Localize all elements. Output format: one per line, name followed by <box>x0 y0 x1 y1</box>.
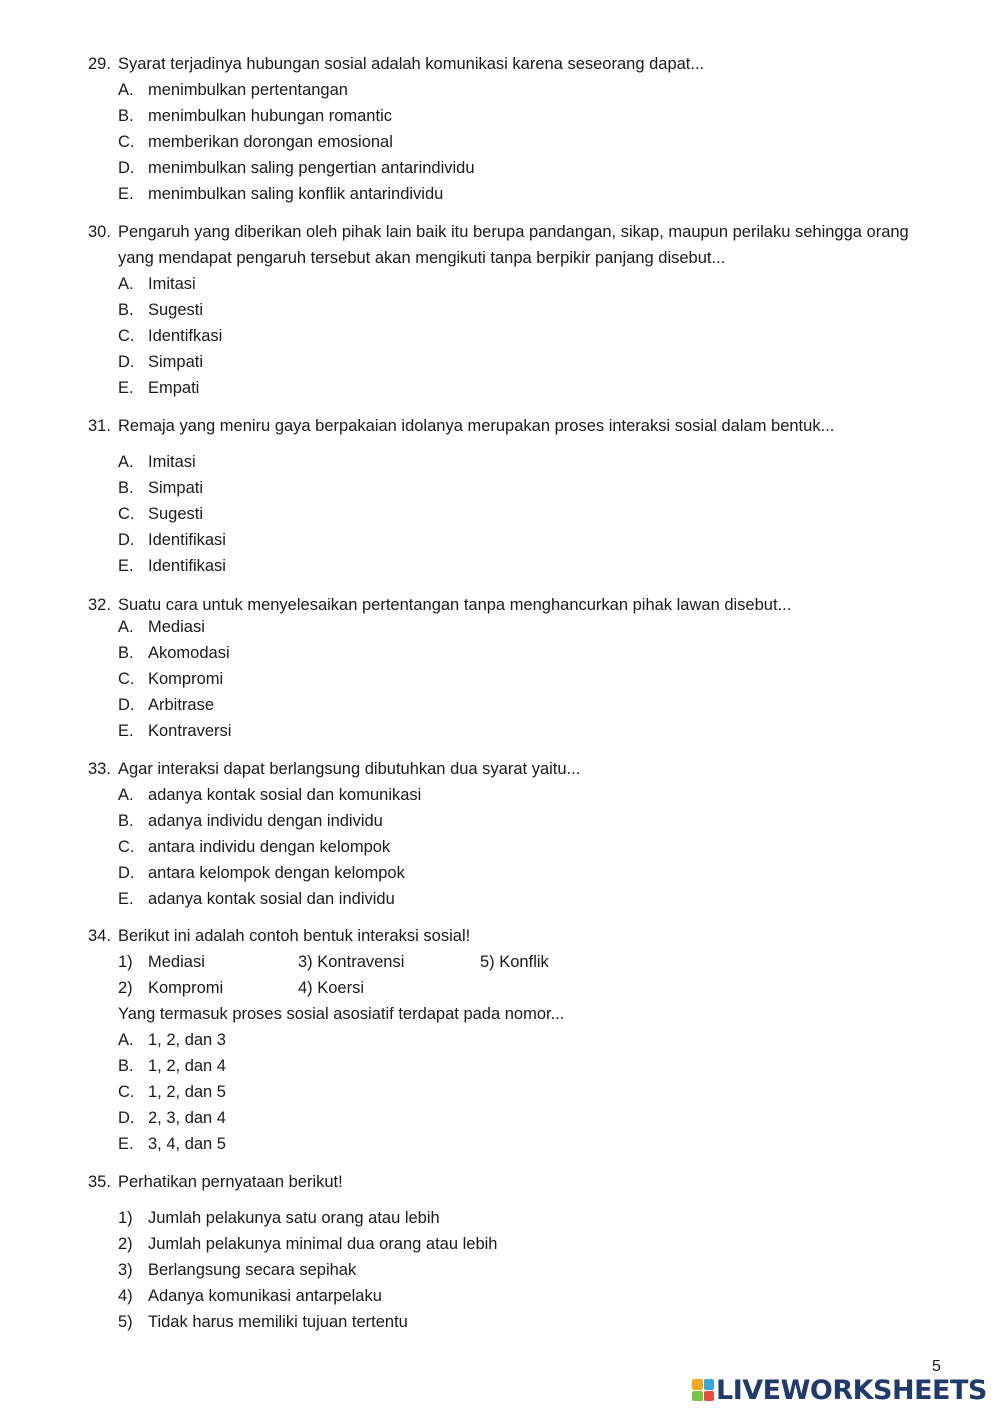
question-30 <box>88 219 938 401</box>
option-text: Akomodasi <box>148 644 230 662</box>
list-row <box>88 975 938 1001</box>
question-number: 35. <box>88 1173 111 1191</box>
option-d <box>88 692 938 718</box>
option-a <box>88 449 938 475</box>
option-letter: C. <box>118 327 135 345</box>
option-c <box>88 1079 938 1105</box>
question-stem-row <box>88 219 938 271</box>
option-c <box>88 501 938 527</box>
option-text: adanya kontak sosial dan komunikasi <box>148 786 422 804</box>
question-prompt: Yang termasuk proses sosial asosiatif terdapat pada nomor... <box>118 1005 565 1023</box>
statement-item <box>88 1231 938 1257</box>
statement-item <box>88 1257 938 1283</box>
question-number: 29. <box>88 55 111 73</box>
option-letter: C. <box>118 133 135 151</box>
option-b <box>88 808 938 834</box>
option-letter: A. <box>118 1031 134 1049</box>
option-text: Identifikasi <box>148 557 226 575</box>
option-letter: E. <box>118 379 134 397</box>
question-number: 31. <box>88 417 111 435</box>
option-text: Identifkasi <box>148 327 223 345</box>
statement-text: Tidak harus memiliki tujuan tertentu <box>148 1313 408 1331</box>
option-letter: A. <box>118 453 134 471</box>
option-text: antara individu dengan kelompok <box>148 838 391 856</box>
statement-item <box>88 1309 938 1335</box>
question-stem: Suatu cara untuk menyelesaikan pertentangan tanpa menghancurkan pihak lawan disebut... <box>118 596 792 614</box>
option-e <box>88 181 938 207</box>
option-letter: E. <box>118 1135 134 1153</box>
question-stem: Perhatikan pernyataan berikut! <box>118 1173 343 1191</box>
option-text: Simpati <box>148 353 204 371</box>
option-letter: D. <box>118 1109 135 1127</box>
option-letter: A. <box>118 786 134 804</box>
option-d <box>88 155 938 181</box>
option-text: menimbulkan hubungan romantic <box>148 107 392 125</box>
question-31 <box>88 413 938 579</box>
question-33 <box>88 756 938 912</box>
option-letter: E. <box>118 185 134 203</box>
option-letter: A. <box>118 81 134 99</box>
statement-number: 2) <box>118 1235 133 1253</box>
option-b <box>88 103 938 129</box>
question-stem-row <box>88 756 938 782</box>
option-text: menimbulkan saling pengertian antarindividu <box>148 159 475 177</box>
option-c <box>88 666 938 692</box>
option-e <box>88 1131 938 1157</box>
option-text: memberikan dorongan emosional <box>148 133 393 151</box>
option-letter: C. <box>118 838 135 856</box>
option-text: Sugesti <box>148 301 204 319</box>
list-text: Kompromi <box>148 979 224 997</box>
question-number: 33. <box>88 760 111 778</box>
question-stem: Berikut ini adalah contoh bentuk interaksi sosial! <box>118 927 471 945</box>
statement-text: Jumlah pelakunya satu orang atau lebih <box>148 1209 440 1227</box>
option-b <box>88 475 938 501</box>
option-b <box>88 1053 938 1079</box>
option-a <box>88 271 938 297</box>
option-letter: C. <box>118 505 135 523</box>
statement-item <box>88 1283 938 1309</box>
option-letter: E. <box>118 557 134 575</box>
option-a <box>88 77 938 103</box>
option-text: 1, 2, dan 4 <box>148 1057 226 1075</box>
list-item: 4) Koersi <box>298 979 365 997</box>
option-letter: D. <box>118 159 135 177</box>
question-stem-row <box>88 592 938 614</box>
question-34 <box>88 923 938 1157</box>
question-stem: Remaja yang meniru gaya berpakaian idolanya merupakan proses interaksi sosial dalam bentuk... <box>118 417 835 435</box>
option-text: menimbulkan saling konflik antarindividu <box>148 185 444 203</box>
option-letter: D. <box>118 353 135 371</box>
option-letter: E. <box>118 890 134 908</box>
list-item: 3) Kontravensi <box>298 953 405 971</box>
option-e <box>88 718 938 744</box>
option-text: Arbitrase <box>148 696 215 714</box>
statement-text: Jumlah pelakunya minimal dua orang atau lebih <box>148 1235 498 1253</box>
option-a <box>88 614 938 640</box>
statement-text: Berlangsung secara sepihak <box>148 1261 357 1279</box>
option-d <box>88 1105 938 1131</box>
question-stem: Syarat terjadinya hubungan sosial adalah komunikasi karena seseorang dapat... <box>118 55 705 73</box>
list-row <box>88 949 938 975</box>
question-stem-row <box>88 51 938 77</box>
option-c <box>88 834 938 860</box>
option-text: Identifikasi <box>148 531 226 549</box>
option-text: Empati <box>148 379 200 397</box>
question-stem: Agar interaksi dapat berlangsung dibutuhkan dua syarat yaitu... <box>118 760 581 778</box>
statement-number: 4) <box>118 1287 133 1305</box>
option-a <box>88 1027 938 1053</box>
question-number: 30. <box>88 223 111 241</box>
question-stem-row <box>88 413 938 439</box>
option-letter: B. <box>118 301 134 319</box>
option-d <box>88 527 938 553</box>
option-letter: A. <box>118 275 134 293</box>
list-number: 1) <box>118 953 133 971</box>
question-32 <box>88 592 938 744</box>
option-text: Simpati <box>148 479 204 497</box>
option-letter: B. <box>118 107 134 125</box>
list-item: 5) Konflik <box>480 953 549 971</box>
option-d <box>88 349 938 375</box>
option-text: antara kelompok dengan kelompok <box>148 864 405 882</box>
option-b <box>88 640 938 666</box>
logo-text: LIVEWORKSHEETS <box>716 1374 987 1406</box>
question-stem-row <box>88 923 938 949</box>
option-text: Mediasi <box>148 618 205 636</box>
option-text: Imitasi <box>148 453 196 471</box>
option-letter: D. <box>118 864 135 882</box>
option-letter: C. <box>118 670 135 688</box>
statement-number: 3) <box>118 1261 133 1279</box>
option-letter: B. <box>118 812 134 830</box>
option-text: 3, 4, dan 5 <box>148 1135 226 1153</box>
option-text: Sugesti <box>148 505 204 523</box>
question-35 <box>88 1169 938 1335</box>
statement-number: 5) <box>118 1313 133 1331</box>
question-number: 34. <box>88 927 111 945</box>
option-e <box>88 553 938 579</box>
option-letter: B. <box>118 644 134 662</box>
question-stem: Pengaruh yang diberikan oleh pihak lain baik itu berupa pandangan, sikap, maupun perilaku sehingga orang yang mendapat pengaruh tersebut akan mengikuti tanpa berpikir panjang disebut... <box>118 223 909 267</box>
option-letter: A. <box>118 618 134 636</box>
option-text: adanya kontak sosial dan individu <box>148 890 395 908</box>
option-text: 1, 2, dan 3 <box>148 1031 226 1049</box>
option-letter: B. <box>118 479 134 497</box>
option-e <box>88 375 938 401</box>
question-29 <box>88 51 938 207</box>
list-text: Mediasi <box>148 953 205 971</box>
option-b <box>88 297 938 323</box>
question-prompt-row <box>88 1001 938 1027</box>
question-number: 32. <box>88 596 111 614</box>
liveworksheets-logo <box>692 1376 987 1404</box>
option-c <box>88 129 938 155</box>
option-letter: D. <box>118 531 135 549</box>
list-number: 2) <box>118 979 133 997</box>
option-letter: B. <box>118 1057 134 1075</box>
statement-text: Adanya komunikasi antarpelaku <box>148 1287 382 1305</box>
logo-mark-icon <box>692 1379 714 1401</box>
option-text: 2, 3, dan 4 <box>148 1109 226 1127</box>
option-text: 1, 2, dan 5 <box>148 1083 226 1101</box>
option-letter: C. <box>118 1083 135 1101</box>
option-letter: D. <box>118 696 135 714</box>
option-a <box>88 782 938 808</box>
option-text: Imitasi <box>148 275 196 293</box>
option-c <box>88 323 938 349</box>
option-text: Kompromi <box>148 670 224 688</box>
statement-item <box>88 1205 938 1231</box>
option-d <box>88 860 938 886</box>
statement-number: 1) <box>118 1209 133 1227</box>
question-stem-row <box>88 1169 938 1195</box>
option-text: menimbulkan pertentangan <box>148 81 348 99</box>
option-e <box>88 886 938 912</box>
option-text: Kontraversi <box>148 722 232 740</box>
option-letter: E. <box>118 722 134 740</box>
page-number: 5 <box>932 1358 941 1375</box>
option-text: adanya individu dengan individu <box>148 812 383 830</box>
